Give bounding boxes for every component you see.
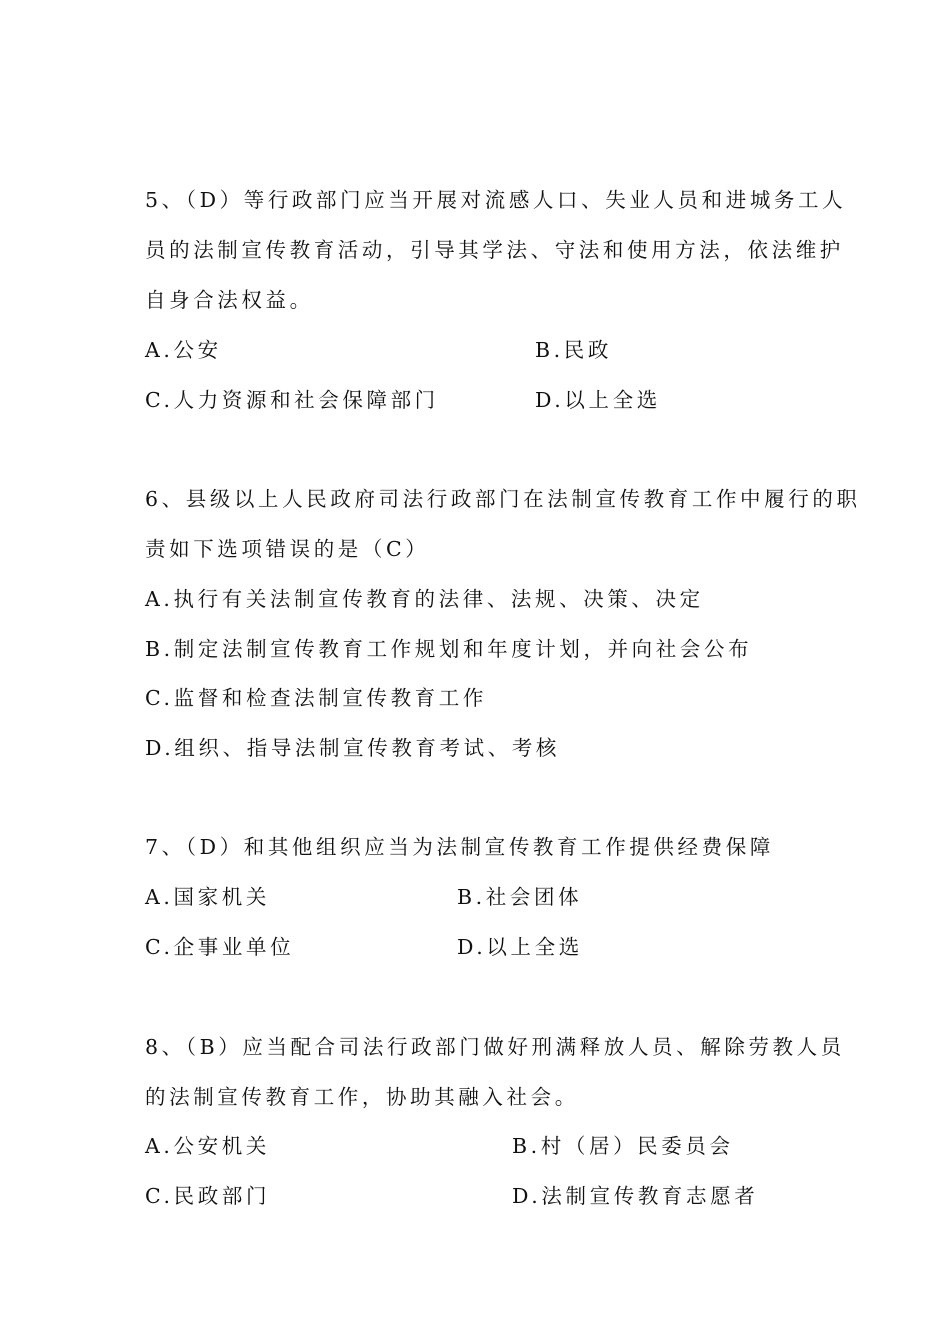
question-5-option-a: A.公安 — [145, 338, 222, 362]
question-6-option-b: B.制定法制宣传教育工作规划和年度计划，并向社会公布 — [145, 637, 753, 661]
question-6-line-2: 责如下选项错误的是（C） — [145, 537, 430, 561]
question-8-option-a: A.公安机关 — [145, 1134, 270, 1158]
question-7-option-c: C.企事业单位 — [145, 935, 295, 959]
question-8-option-b: B.村（居）民委员会 — [512, 1134, 734, 1158]
question-7-option-d: D.以上全选 — [457, 935, 583, 959]
question-6-line-1: 6、县级以上人民政府司法行政部门在法制宣传教育工作中履行的职 — [145, 487, 861, 511]
question-5-line-3: 自身合法权益。 — [145, 288, 314, 312]
question-8-line-1: 8、（B）应当配合司法行政部门做好刑满释放人员、解除劳教人员 — [145, 1035, 845, 1059]
question-6-option-c: C.监督和检查法制宣传教育工作 — [145, 686, 487, 710]
question-5-option-c: C.人力资源和社会保障部门 — [145, 388, 439, 412]
question-6-option-a: A.执行有关法制宣传教育的法律、法规、决策、决定 — [145, 587, 704, 611]
question-5-line-1: 5、（D）等行政部门应当开展对流感人口、失业人员和进城务工人 — [145, 188, 847, 212]
question-7-option-b: B.社会团体 — [457, 885, 583, 909]
question-6-option-d: D.组织、指导法制宣传教育考试、考核 — [145, 736, 561, 760]
question-7-line-1: 7、（D）和其他组织应当为法制宣传教育工作提供经费保障 — [145, 835, 774, 859]
question-8-option-d: D.法制宣传教育志愿者 — [512, 1184, 759, 1208]
question-8-line-2: 的法制宣传教育工作，协助其融入社会。 — [145, 1085, 579, 1109]
question-5-option-d: D.以上全选 — [535, 388, 661, 412]
question-5-option-b: B.民政 — [535, 338, 612, 362]
question-5-line-2: 员的法制宣传教育活动，引导其学法、守法和使用方法，依法维护 — [145, 238, 844, 262]
question-7-option-a: A.国家机关 — [145, 885, 270, 909]
question-8-option-c: C.民政部门 — [145, 1184, 271, 1208]
